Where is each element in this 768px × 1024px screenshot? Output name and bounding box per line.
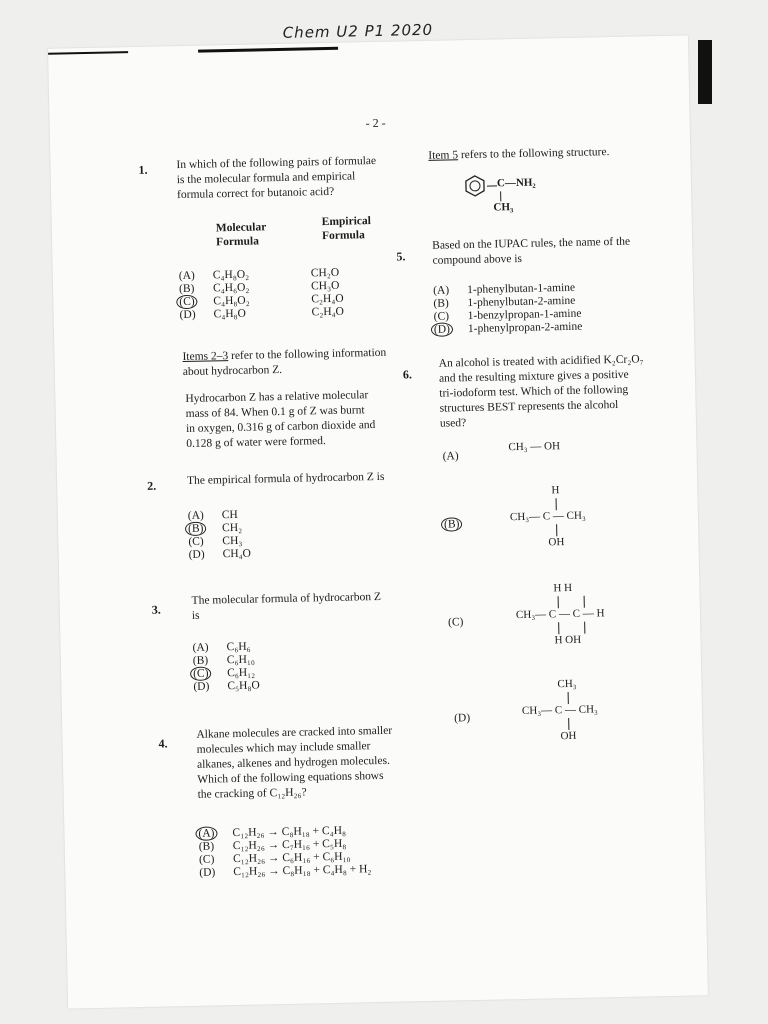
- option-letter: (B): [198, 840, 215, 853]
- q6-option-d-letter[interactable]: (D): [454, 712, 471, 725]
- question-1-number: 1.: [138, 162, 148, 177]
- question-3-stem: [191, 589, 428, 624]
- info-line: 0.128 g of water were formed.: [186, 435, 326, 450]
- option-b[interactable]: [188, 522, 251, 536]
- structure-main: CH₃— C — CH₃: [509, 509, 586, 524]
- structure-bottom: OH: [548, 536, 565, 549]
- bond-line: [584, 622, 585, 634]
- option-text: 1-phenylpropan-2-amine: [467, 320, 583, 336]
- structure-bottom: OH: [560, 729, 577, 743]
- option-letter: (D): [199, 866, 216, 879]
- intro-label: Item 5: [428, 149, 459, 162]
- option-letter-circled: (A): [195, 826, 217, 840]
- option-letter: (B): [178, 282, 195, 296]
- option-d[interactable]: [189, 548, 252, 562]
- item-5-structure: [463, 170, 584, 223]
- stem-line: is: [191, 609, 200, 622]
- q6-option-c-structure: [515, 580, 646, 653]
- option-text: CH₃: [222, 534, 243, 548]
- question-6-stem: [439, 352, 681, 432]
- option-letter-circled: (C): [190, 667, 212, 681]
- bond-line: [556, 498, 557, 510]
- stem-line: and the resulting mixture gives a positive: [438, 368, 629, 385]
- bond-line: [584, 596, 585, 608]
- stem-line: formula correct for butanoic acid?: [176, 185, 335, 202]
- option-letter: (B): [433, 297, 449, 310]
- molecular-value: C₄H₆O₂: [212, 281, 250, 295]
- intro-label: Items 2–3: [182, 350, 229, 364]
- stem-line: tri-iodoform test. Which of the following: [439, 383, 629, 400]
- q6-option-d-structure: [521, 677, 632, 749]
- option-d[interactable]: [434, 321, 583, 337]
- question-2-number: 2.: [147, 478, 157, 493]
- bond-line: [558, 622, 559, 634]
- molecular-formula-header: [216, 220, 267, 249]
- option-letter: (C): [198, 853, 215, 866]
- items-2-3-intro: [182, 345, 413, 380]
- stem-line: alkanes, alkenes and hydrogen molecules.: [196, 754, 391, 771]
- structure-top: H H: [553, 581, 573, 595]
- amine-group: C—NH₂: [496, 176, 536, 190]
- option-letter: (D): [193, 680, 210, 693]
- question-2-stem: The empirical formula of hydrocarbon Z is: [186, 470, 385, 487]
- stem-line: The molecular formula of hydrocarbon Z: [191, 590, 382, 607]
- option-letter: (D): [179, 308, 196, 322]
- structure-top: CH₃: [557, 677, 577, 691]
- option-letter-circled: (B): [441, 517, 463, 531]
- option-text: CH₂: [221, 521, 243, 535]
- methyl-group: CH₃: [493, 201, 514, 214]
- q6-option-a-letter[interactable]: (A): [442, 450, 459, 463]
- option-letter: (C): [188, 535, 204, 548]
- question-6-number: 6.: [402, 367, 413, 382]
- page-number: - 2 -: [365, 115, 386, 131]
- stem-line: In which of the following pairs of formulae: [176, 154, 377, 172]
- info-line: mass of 84. When 0.1 g of Z was burnt: [185, 404, 365, 421]
- option-text: C₆H₁₀: [226, 653, 255, 667]
- empirical-value: C₂H₄O: [311, 305, 345, 319]
- info-line: in oxygen, 0.316 g of carbon dioxide and: [185, 419, 376, 435]
- stem-line: An alcohol is treated with acidified K₂Cr₂O₇: [438, 353, 644, 370]
- option-letter: (D): [188, 548, 205, 561]
- option-letter: (A): [178, 269, 195, 283]
- top-rule-mid: [198, 47, 338, 53]
- option-text: C₆H₁₂: [227, 666, 256, 680]
- intro-rest: refers to the following structure.: [457, 146, 610, 162]
- option-d[interactable]: [199, 863, 371, 880]
- option-letter-circled: (D): [431, 322, 453, 336]
- question-1-stem: [176, 154, 397, 204]
- option-text: C₁₂H₂₆ → C₇H₁₆ + C₅H₈: [232, 837, 347, 853]
- stem-line: Based on the IUPAC rules, the name of the: [432, 235, 631, 252]
- item-5-intro: [428, 145, 609, 164]
- empirical-value: C₂H₄O: [311, 292, 344, 306]
- option-text: C₅H₈O: [227, 679, 260, 693]
- option-text: C₁₂H₂₆ → C₈H₁₈ + C₄H₈ + H₂: [233, 863, 372, 879]
- stem-line: molecules which may include smaller: [196, 740, 371, 756]
- bond-line: [568, 692, 569, 704]
- question-5-number: 5.: [396, 249, 406, 264]
- stem-line: is the molecular formula and empirical: [176, 170, 356, 187]
- info-line: Hydrocarbon Z has a relative molecular: [185, 389, 369, 406]
- structure-bottom: H OH: [554, 633, 582, 647]
- q6-option-c-letter[interactable]: (C): [447, 616, 464, 629]
- option-d[interactable]: [193, 680, 260, 694]
- structure-main: CH₃ — OH: [508, 440, 561, 454]
- option-letter: (C): [433, 310, 450, 323]
- stem-line: compound above is: [432, 252, 523, 267]
- stem-line: the cracking of C₁₂H₂₆?: [197, 786, 307, 801]
- option-text: 1-benzylpropan-1-amine: [467, 307, 582, 323]
- option-text: 1-phenylbutan-1-amine: [467, 281, 576, 297]
- handwritten-header: Chem U2 P1 2020: [282, 20, 434, 42]
- header-line: Empirical: [321, 215, 372, 229]
- option-text: C₆H₆: [226, 640, 251, 654]
- intro-rest: refer to the following information: [228, 346, 387, 363]
- option-text: C₁₂H₂₆ → C₆H₁₆ + C₆H₁₀: [232, 850, 351, 866]
- option-a[interactable]: [188, 509, 251, 523]
- option-letter: (A): [192, 641, 209, 654]
- option-letter-circled: (B): [185, 522, 207, 536]
- option-c[interactable]: [188, 535, 251, 549]
- stem-line: Which of the following equations shows: [197, 769, 384, 786]
- bond-line: [558, 596, 559, 608]
- bond-line: [500, 191, 501, 201]
- question-1-options: [179, 265, 410, 322]
- benzene-ring-icon: [463, 174, 487, 198]
- question-4-stem: [196, 723, 438, 803]
- intro-line: about hydrocarbon Z.: [182, 363, 283, 379]
- structure-main: CH₃— C — C — H: [515, 607, 605, 622]
- option-letter-circled: (C): [176, 295, 198, 309]
- stem-line: structures BEST represents the alcohol: [439, 398, 619, 415]
- question-4-options: [198, 824, 371, 880]
- question-3-options: [192, 641, 259, 694]
- top-rule-left: [48, 51, 128, 55]
- question-2-options: [188, 509, 251, 562]
- empirical-value: CH₂O: [310, 266, 340, 280]
- header-line: Formula: [215, 235, 260, 249]
- q6-option-b-letter[interactable]: [444, 518, 463, 531]
- stem-line: used?: [439, 417, 467, 430]
- option-letter: (A): [187, 509, 204, 522]
- question-5-options: [433, 282, 582, 337]
- question-3-number: 3.: [151, 602, 161, 617]
- scan-edge-mark: [698, 40, 712, 104]
- molecular-value: C₄H₈O₂: [213, 294, 250, 308]
- question-5-stem: [432, 234, 673, 269]
- empirical-formula-header: [322, 214, 372, 243]
- bond-line: [556, 524, 557, 536]
- hydrocarbon-z-info: [185, 387, 418, 452]
- structure-top: H: [551, 484, 560, 497]
- q6-option-b-structure: [509, 483, 620, 555]
- molecular-value: C₄H₈O₂: [212, 268, 250, 282]
- empirical-value: CH₃O: [310, 279, 340, 293]
- exam-page: [48, 20, 708, 1008]
- bond-line: [568, 718, 569, 730]
- option-letter: (A): [433, 284, 450, 297]
- header-line: Molecular: [215, 221, 267, 235]
- bond-line: [487, 185, 497, 186]
- stem-line: Alkane molecules are cracked into smaller: [196, 724, 393, 741]
- option-text: 1-phenylbutan-2-amine: [467, 294, 576, 310]
- option-text: CH: [221, 508, 238, 522]
- question-4-number: 4.: [158, 736, 168, 751]
- option-letter: (B): [192, 654, 209, 667]
- option-text: CH₄O: [222, 547, 252, 561]
- molecular-value: C₄H₈O: [213, 307, 247, 321]
- header-line: Formula: [321, 229, 365, 243]
- option-text: C₁₂H₂₆ → C₈H₁₈ + C₄H₈: [232, 824, 347, 840]
- structure-main: CH₃— C — CH₃: [521, 703, 598, 718]
